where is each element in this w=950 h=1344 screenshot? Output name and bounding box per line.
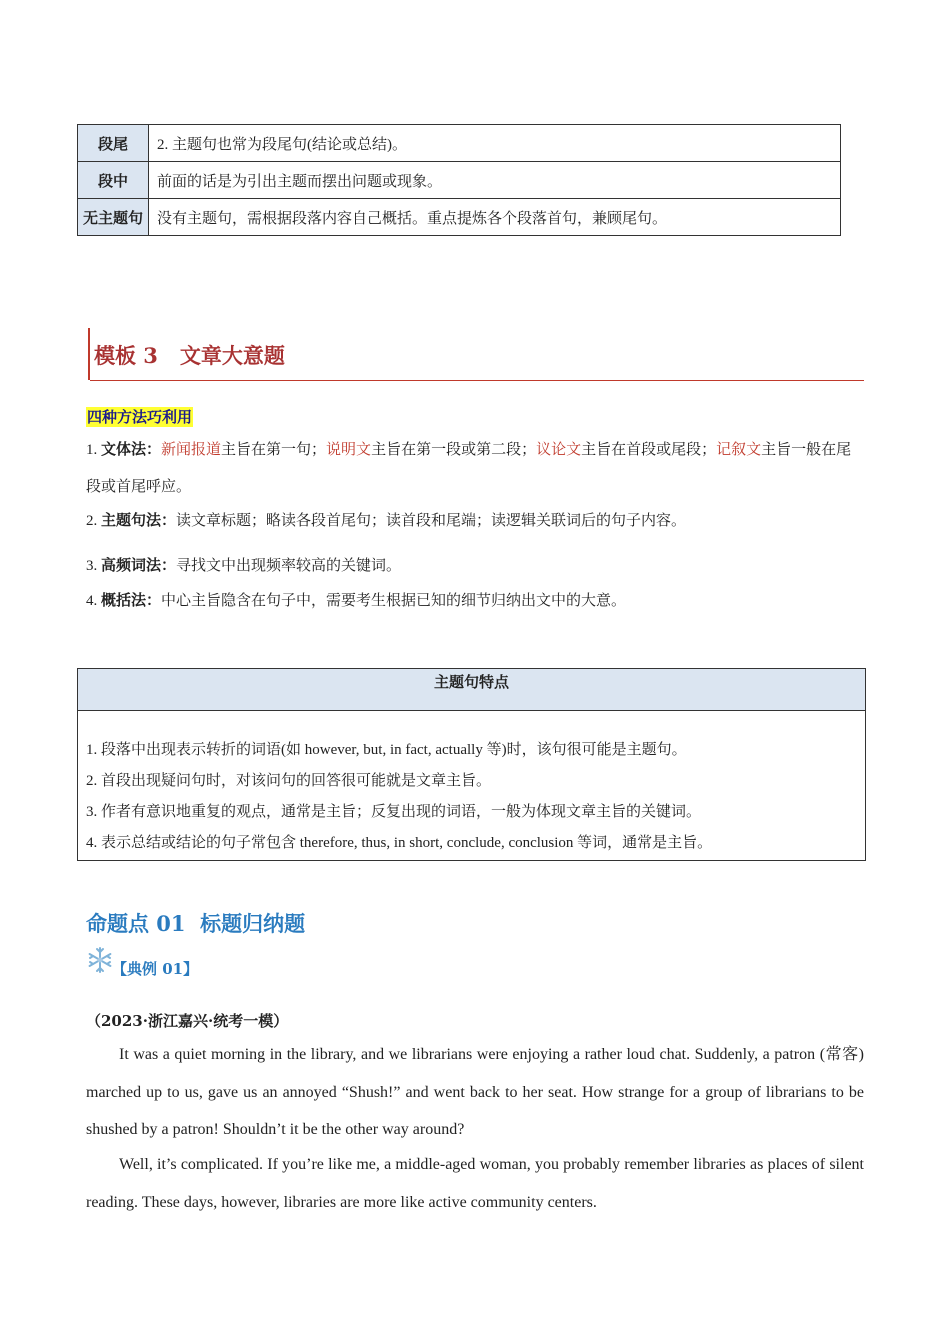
method-name: 文体法： — [101, 442, 162, 458]
method-text: 寻找文中出现频率较高的关键词。 — [176, 558, 402, 574]
method-1 — [86, 432, 864, 506]
method-text: 读文章标题；略读各段首尾句；读首段和尾端；读逻辑关联词后的句子内容。 — [176, 513, 687, 529]
genre-expository: 说明文 — [326, 442, 372, 458]
feature-box — [77, 668, 866, 861]
table-row — [78, 199, 841, 236]
table-key: 无主题句 — [78, 199, 149, 236]
method-text: 主旨在第一句； — [221, 442, 327, 458]
genre-news: 新闻报道 — [161, 442, 222, 458]
method-name: 主题句法： — [101, 513, 177, 529]
list-item: 4. 表示总结或结论的句子常包含 therefore, thus, in short, conclude, conclusion 等词，通常是主旨。 — [86, 835, 713, 851]
list-item: 1. 段落中出现表示转折的词语(如 however, but, in fact, actually 等)时，该句很可能是主题句。 — [86, 742, 687, 758]
method-text: 中心主旨隐含在句子中，需要考生根据已知的细节归纳出文中的大意。 — [161, 593, 627, 609]
table-key: 段中 — [78, 162, 149, 199]
section-bar — [88, 328, 90, 380]
method-text: 主旨一般在尾段或首尾呼应。 — [86, 442, 852, 495]
passage-paragraph-2: Well, it’s complicated. If you’re like me, a middle-aged woman, you probably remember libraries as places of silent reading. These days, however, libraries are more like active community centers. — [86, 1156, 864, 1211]
method-name: 高频词法： — [101, 558, 177, 574]
feature-box-title: 主题句特点 — [433, 673, 509, 691]
table-row — [78, 125, 841, 162]
method-4 — [86, 583, 864, 620]
table-value: 2. 主题句也常为段尾句(结论或总结)。 — [149, 125, 841, 162]
method-text: 主旨在首段或尾段； — [581, 442, 717, 458]
summary-table — [77, 124, 841, 236]
method-3 — [86, 548, 864, 585]
section-underline — [90, 380, 864, 381]
method-2 — [86, 503, 864, 540]
method-number: 4. — [86, 593, 101, 609]
table-row — [78, 162, 841, 199]
highlight-heading: 四种方法巧利用 — [87, 408, 193, 426]
list-item: 2. 首段出现疑问句时，对该问句的回答很可能就是文章主旨。 — [86, 773, 492, 789]
method-name: 概括法： — [101, 593, 162, 609]
passage-paragraph-1: It was a quiet morning in the library, and we librarians were enjoying a rather loud chat. Suddenly, a patron (常客) marched up to us, gave us an annoyed “Shush!” and went back to her seat. How strange for a group of librarians to be shushed by a patron! Shouldn’t it be the other way around? — [86, 1046, 864, 1138]
list-item: 3. 作者有意识地重复的观点，通常是主旨；反复出现的词语，一般为体现文章主旨的关键词。 — [86, 804, 702, 820]
example-label: 【典例 01】 — [112, 960, 199, 978]
table-key: 段尾 — [78, 125, 149, 162]
section-title: 模板 3 文章大意题 — [94, 343, 285, 368]
genre-argumentative: 议论文 — [536, 442, 582, 458]
snowflake-icon — [86, 946, 114, 974]
example-source: （2023·浙江嘉兴·统考一模） — [86, 1012, 289, 1030]
method-number: 3. — [86, 558, 101, 574]
method-number: 1. — [86, 442, 101, 458]
method-text: 主旨在第一段或第二段； — [371, 442, 537, 458]
genre-narrative: 记叙文 — [716, 442, 762, 458]
feature-box-header — [78, 669, 865, 711]
proposition-title: 命题点 01 标题归纳题 — [86, 911, 306, 936]
feature-list — [86, 735, 712, 859]
method-number: 2. — [86, 513, 101, 529]
table-value: 没有主题句，需根据段落内容自己概括。重点提炼各个段落首句，兼顾尾句。 — [149, 199, 841, 236]
table-value: 前面的话是为引出主题而摆出问题或现象。 — [149, 162, 841, 199]
